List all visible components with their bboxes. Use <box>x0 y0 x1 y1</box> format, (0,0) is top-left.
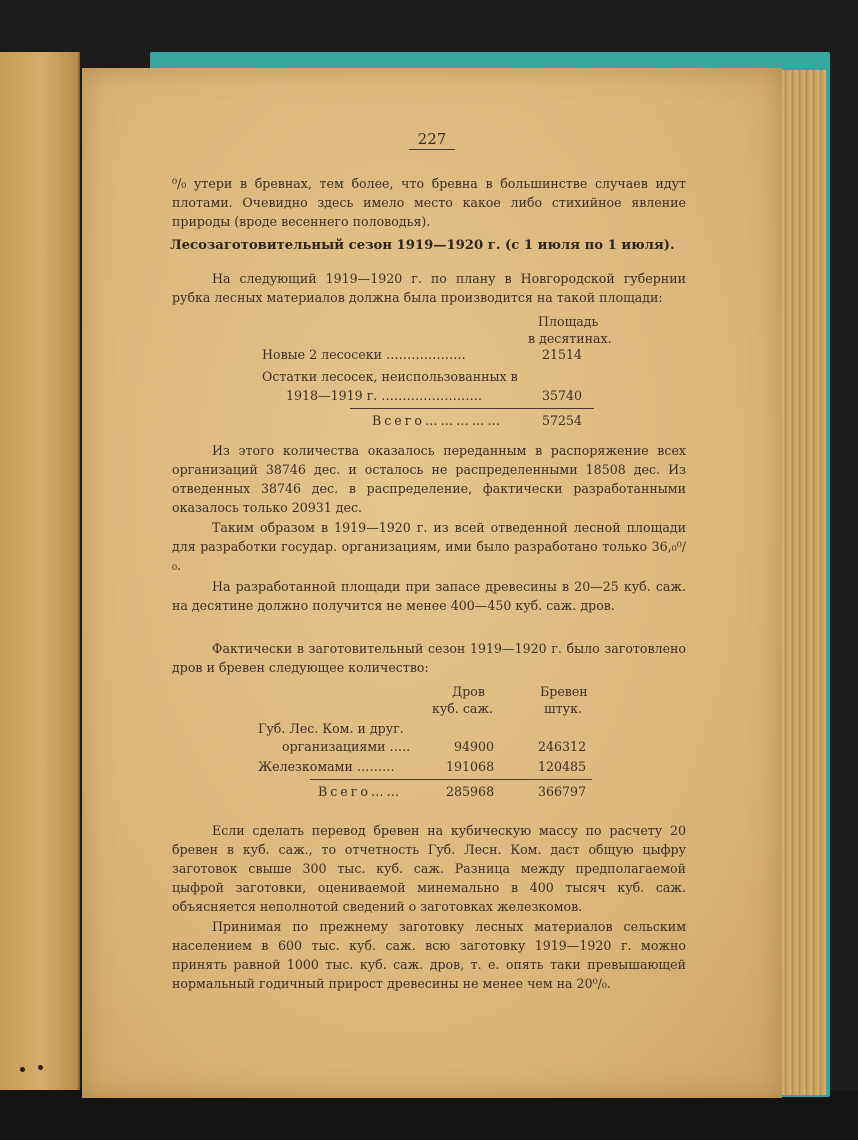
area-total-label: Всего…………… <box>372 413 503 428</box>
harvest-row1-logs: 246312 <box>538 739 587 754</box>
section-heading: Лесозаготовительный сезон 1919—1920 г. (с 1 июля по 1 июля). <box>170 238 675 253</box>
page-number: 227 <box>417 130 447 148</box>
paragraph-distribution: Из этого количества оказалось переданным в распоряжение всех организаций 38746 дес. и осталось не распределенными 18508 дес. Из отведенных 38746 дес. в распределение, фактически разработанными оказалось только 20931 дес. <box>172 443 686 515</box>
ink-spot <box>38 1065 43 1070</box>
area-row1-value: 21514 <box>542 347 583 362</box>
harvest-total-logs: 366797 <box>538 784 587 799</box>
area-total-value: 57254 <box>542 413 583 428</box>
paragraph-conversion: Если сделать перевод бревен на кубическую массу по расчету 20 бревен в куб. саж., то отчетность Губ. Лесн. Ком. даст общую цыфру заготовок свыше 300 тыс. куб. саж. Разница между предполагаемой цыфрой заготовки, оцениваемой минемально в 400 тысяч куб. саж. объясняется неполнотой сведений о заготовках железкомов. <box>172 823 686 914</box>
area-header-line1: Площадь <box>538 314 599 329</box>
paragraph-percent: Таким образом в 1919—1920 г. из всей отведенной лесной площади для разработки государ. организациям, ими было разработано только 36,₀⁰/₀. <box>172 520 686 573</box>
harvest-col1-line2: куб. саж. <box>432 701 494 716</box>
harvest-col2-line2: штук. <box>544 701 582 716</box>
paragraph-top: ⁰/₀ утери в бревнах, тем более, что бревна в большинстве случаев идут плотами. Очевидно здесь имело место какое либо стихийное явление природы (вроде весеннего половодья). <box>172 176 686 229</box>
harvest-row1-firewood: 94900 <box>454 739 495 754</box>
harvest-total-rule <box>310 779 592 780</box>
harvest-row1-label-line1: Губ. Лес. Ком. и друг. <box>258 721 404 736</box>
harvest-col1-line1: Дров <box>452 684 485 699</box>
area-row2-label-line2: 1918—1919 г. …………………… <box>286 388 483 403</box>
ink-spot <box>20 1067 25 1072</box>
left-page-edge <box>0 52 80 1090</box>
area-total-rule <box>350 408 594 409</box>
harvest-total-label: Всего…… <box>318 784 403 799</box>
area-row2-value: 35740 <box>542 388 583 403</box>
area-row2-label-line1: Остатки лесосек, неиспользованных в <box>262 369 518 384</box>
harvest-col2-line1: Бревен <box>540 684 588 699</box>
harvest-row2-firewood: 191068 <box>446 759 495 774</box>
book-page <box>82 68 782 1098</box>
area-row1-label: Новые 2 лесосеки ………………. <box>262 347 466 362</box>
paragraph-plan: На следующий 1919—1920 г. по плану в Новгородской губернии рубка лесных материалов должна была производится на такой площади: <box>172 271 686 305</box>
page-number-rule <box>409 149 455 150</box>
harvest-row2-label: Железкомами ……… <box>258 759 395 774</box>
paragraph-yield: На разработанной площади при запасе древесины в 20—25 куб. саж. на десятине должно получится не менее 400—450 куб. саж. дров. <box>172 579 686 613</box>
harvest-row1-label-line2: организациями ….. <box>282 739 411 754</box>
paragraph-actual: Фактически в заготовительный сезон 1919—1920 г. было заготовлено дров и бревен следующее количество: <box>172 641 686 675</box>
paragraph-rural: Принимая по прежнему заготовку лесных материалов сельским населением в 600 тыс. куб. саж. всю заготовку 1919—1920 г. можно принять равной 1000 тыс. куб. саж. дров, т. е. опять таки превышающей нормальный годичный прирост древесины не менее чем на 20⁰/₀. <box>172 919 686 991</box>
harvest-row2-logs: 120485 <box>538 759 587 774</box>
area-header-line2: в десятинах. <box>528 331 612 346</box>
harvest-total-firewood: 285968 <box>446 784 495 799</box>
